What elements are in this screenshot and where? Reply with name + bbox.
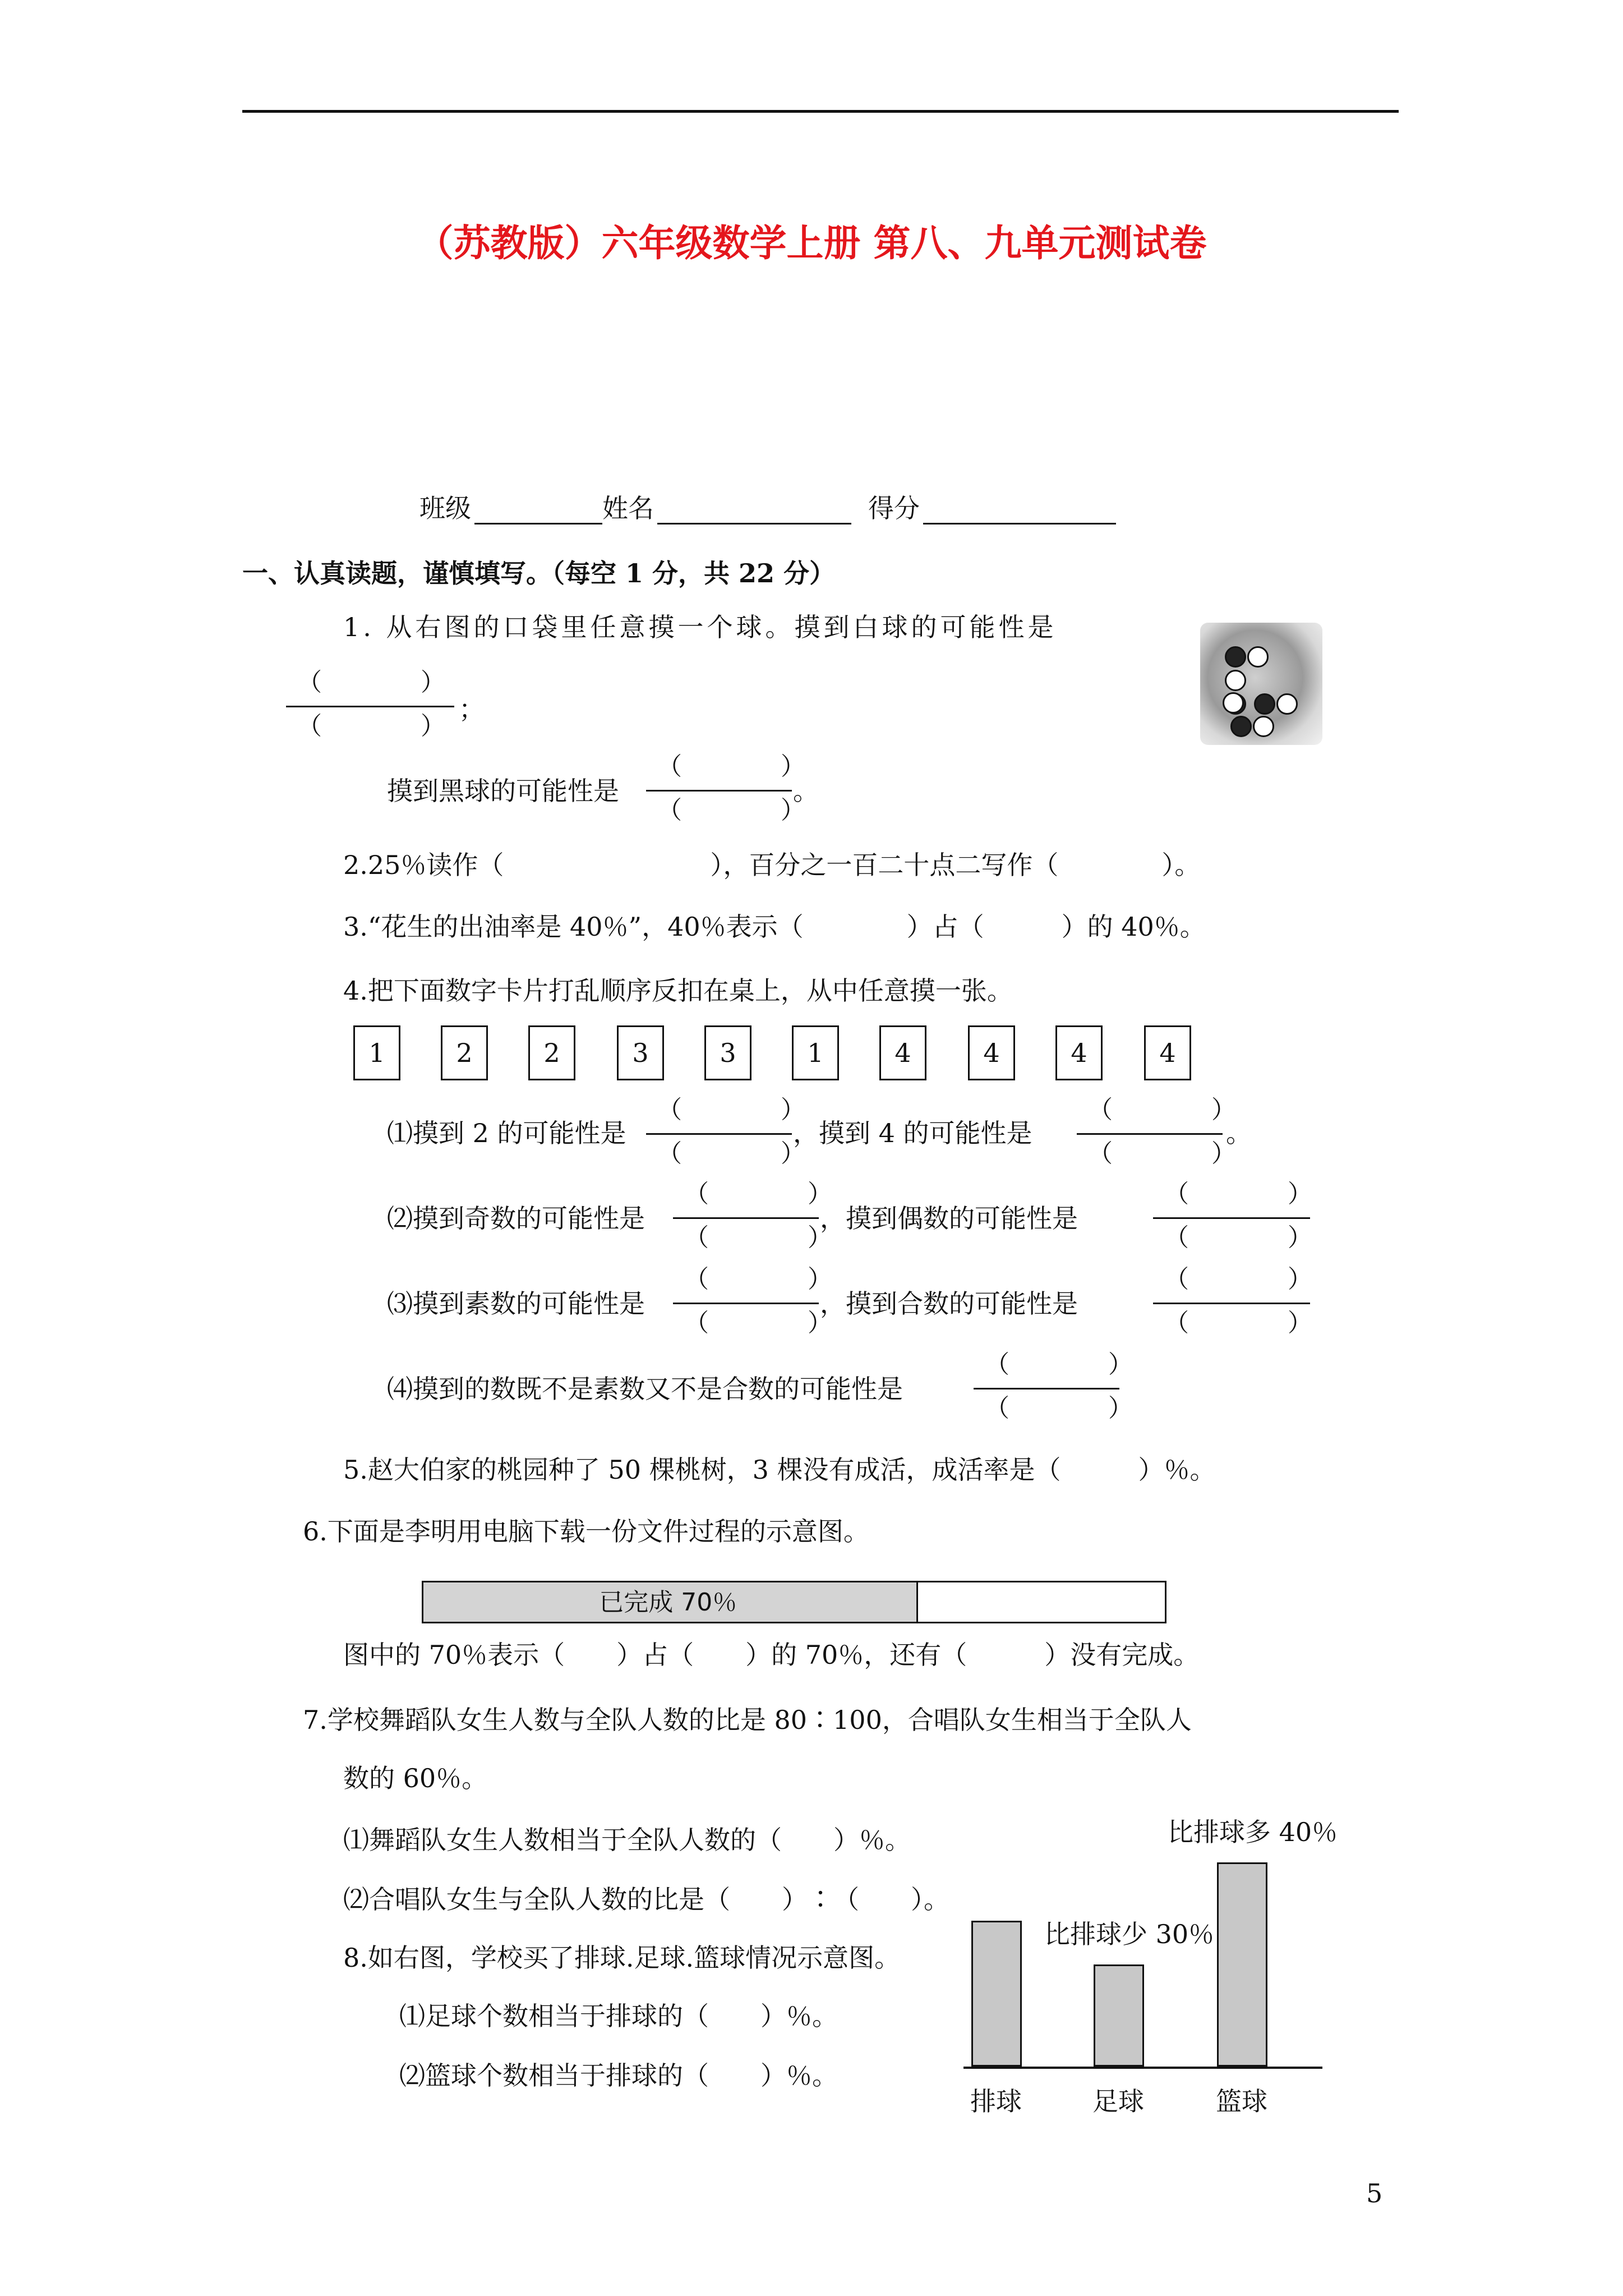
q4-2-fraction[interactable] [646,1092,805,1176]
number-card[interactable]: 3 [617,1025,664,1080]
section-heading: 一、认真读题，谨慎填写。（每空 1 分，共 22 分） [242,558,836,588]
page-number: 5 [1366,2178,1383,2208]
annotation-less: 比排球少 30％ [1044,1919,1215,1949]
score-blank[interactable] [923,523,1116,524]
q1-black-fraction[interactable] [646,748,805,832]
name-blank[interactable] [657,523,851,524]
q4-neither-fraction[interactable] [974,1346,1133,1430]
class-blank[interactable] [474,523,602,524]
q4-4-fraction[interactable] [1077,1092,1236,1176]
number-card[interactable]: 4 [1144,1025,1191,1080]
q1-text: 1. 从右图的口袋里任意摸一个球。摸到白球的可能性是 [343,612,1057,642]
number-card[interactable]: 4 [1055,1025,1103,1080]
q4-composite-fraction[interactable] [1153,1261,1310,1345]
class-label: 班级 [419,493,471,523]
download-progress-bar [422,1581,1166,1623]
category-label: 篮球 [1216,2086,1267,2116]
number-card[interactable]: 3 [704,1025,751,1080]
number-card[interactable]: 4 [968,1025,1015,1080]
q4-prime-fraction[interactable] [673,1261,832,1345]
category-label: 足球 [1092,2086,1144,2116]
number-card[interactable]: 2 [528,1025,575,1080]
q4-s1c: 。 [1226,1118,1252,1148]
numerator: （ ） [684,1180,832,1208]
white-ball [1276,693,1298,715]
denominator: （ ） [1164,1309,1312,1337]
top-rule [242,110,1399,113]
q4-even-fraction[interactable] [1153,1176,1310,1260]
q8-text: 8.如右图，学校买了排球.足球.篮球情况示意图。 [343,1943,901,1973]
q8-s2: ⑵篮球个数相当于排球的（ ）％。 [399,2060,838,2091]
annotation-more: 比排球多 40％ [1168,1817,1338,1847]
number-card[interactable]: 2 [441,1025,488,1080]
name-label: 姓名 [602,493,654,523]
black-ball [1230,716,1252,737]
numerator: （ ） [985,1350,1133,1379]
denominator: （ ） [1164,1223,1312,1252]
number-card[interactable]: 1 [792,1025,839,1080]
q7-s1: ⑴舞蹈队女生人数相当于全队人数的（ ）％。 [343,1825,911,1855]
category-label: 排球 [970,2086,1022,2116]
q6-after: 图中的 70％表示（ ）占（ ）的 70％，还有（ ）没有完成。 [343,1640,1200,1670]
q1-line2: 摸到黑球的可能性是 [387,776,619,806]
q4-s1b: ，摸到 4 的可能性是 [793,1118,1032,1148]
q7-line1: 7.学校舞蹈队女生人数与全队人数的比是 80∶100，合唱队女生相当于全队人 [303,1705,1192,1735]
numerator: （ ） [1164,1265,1312,1294]
score-label: 得分 [868,493,920,523]
number-card[interactable]: 1 [353,1025,400,1080]
q8-s1: ⑴足球个数相当于排球的（ ）％。 [399,2001,838,2031]
numerator: （ ） [657,1096,805,1124]
page-title: （苏教版）六年级数学上册 第八、九单元测试卷 [416,221,1207,265]
number-card[interactable]: 4 [879,1025,926,1080]
white-ball [1223,692,1244,714]
q1-end: ； [459,694,485,724]
denominator: （ ） [1088,1139,1236,1168]
bar-排球 [971,1921,1022,2067]
numerator: （ ） [657,752,805,781]
q6-text: 6.下面是李明用电脑下载一份文件过程的示意图。 [303,1516,869,1547]
denominator: （ ） [985,1394,1133,1423]
q4-odd-fraction[interactable] [673,1176,832,1260]
denominator: （ ） [657,1139,805,1168]
black-ball [1254,693,1275,715]
denominator: （ ） [297,712,445,740]
denominator: （ ） [684,1223,832,1252]
q3-text: 3.“花生的出油率是 40％”，40％表示（ ）占（ ）的 40％。 [343,912,1206,942]
q4-text: 4.把下面数字卡片打乱顺序反扣在桌上，从中任意摸一张。 [343,976,1013,1006]
white-ball [1253,716,1274,737]
white-ball [1247,646,1269,668]
bar-足球 [1094,1964,1144,2067]
numerator: （ ） [1088,1096,1236,1124]
q4-s3b: ，摸到合数的可能性是 [820,1289,1078,1319]
q4-s2b: ，摸到偶数的可能性是 [820,1203,1078,1234]
q7-line2: 数的 60％。 [343,1763,488,1793]
q4-s1a: ⑴摸到 2 的可能性是 [387,1118,626,1148]
q4-s4a: ⑷摸到的数既不是素数又不是合数的可能性是 [387,1374,903,1404]
q4-s3a: ⑶摸到素数的可能性是 [387,1289,645,1319]
black-ball [1225,646,1246,668]
q7-s2: ⑵合唱队女生与全队人数的比是（ ）∶（ ）。 [343,1884,949,1915]
q5-text: 5.赵大伯家的桃园种了 50 棵桃树，3 棵没有成活，成活率是（ ）％。 [343,1455,1216,1485]
q2-text: 2.25％读作（ ），百分之一百二十点二写作（ ）。 [343,850,1201,880]
denominator: （ ） [657,796,805,825]
ball-bag-image [1200,623,1322,745]
q1-end2: 。 [793,776,819,806]
numerator: （ ） [684,1265,832,1294]
denominator: （ ） [684,1309,832,1337]
q4-s2a: ⑵摸到奇数的可能性是 [387,1203,645,1234]
progress-label: 已完成 70％ [599,1588,737,1617]
bar-篮球 [1217,1862,1267,2067]
x-axis [963,2067,1322,2069]
numerator: （ ） [297,668,445,697]
q1-white-fraction[interactable] [286,664,454,748]
white-ball [1225,670,1246,691]
numerator: （ ） [1164,1180,1312,1208]
